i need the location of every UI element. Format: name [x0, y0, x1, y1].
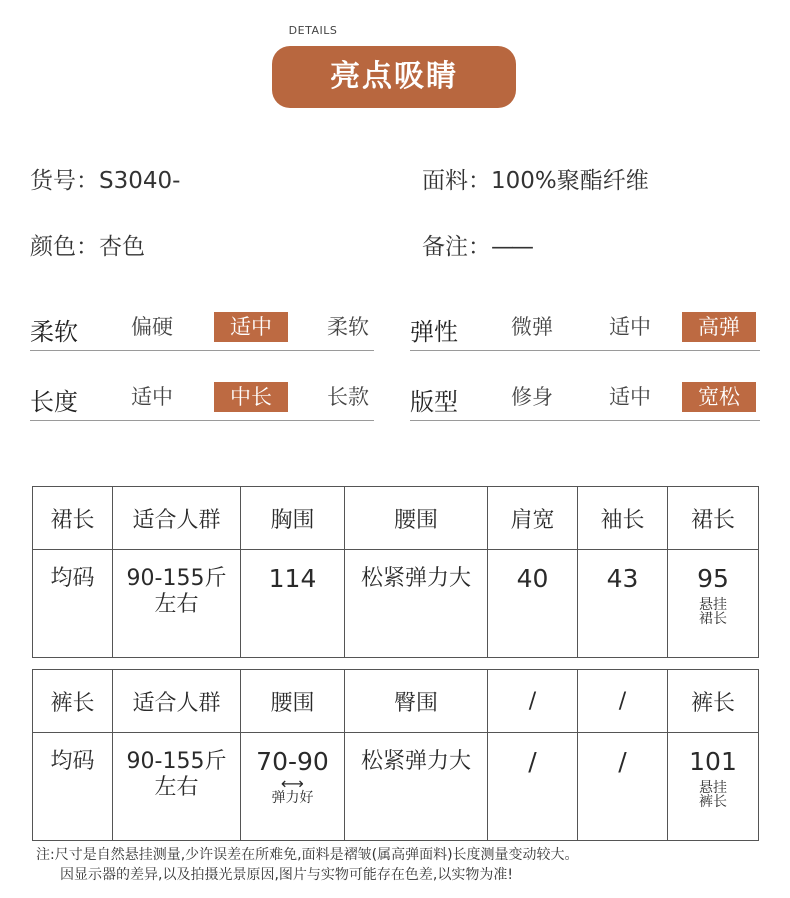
option-softness-medium-selected: 适中 [214, 312, 288, 342]
table-row [33, 733, 759, 841]
header-cell: 裤长 [33, 670, 113, 733]
empty-cell: / [578, 733, 668, 841]
waist-cell: 松紧弹力大 [345, 550, 488, 658]
header-cell: 臀围 [345, 670, 488, 733]
header-cell: 袖长 [578, 487, 668, 550]
option-length-medium: 适中 [131, 385, 173, 409]
length-note: 裤长 [699, 794, 727, 810]
header-cell: 裙长 [33, 487, 113, 550]
fabric-text: 面料：100%聚酯纤维 [422, 168, 649, 194]
size-cell: 均码 [33, 733, 113, 841]
header-cell: 适合人群 [113, 487, 241, 550]
fit-line: 90-155斤 [126, 566, 227, 591]
header-cell: 裤长 [668, 670, 759, 733]
header-cell: 腰围 [241, 670, 345, 733]
length-note: 裙长 [699, 611, 727, 627]
remark-label: 备注： [422, 234, 491, 260]
attr-title-length: 长度 [30, 388, 78, 416]
skirt-size-table [32, 486, 759, 658]
option-elasticity-medium: 适中 [609, 315, 651, 339]
length-cell [668, 733, 759, 841]
remark-value: —— [491, 234, 531, 260]
option-elasticity-slight: 微弹 [511, 315, 553, 339]
color-text: 颜色：杏色 [30, 234, 145, 260]
section-title-banner: 亮点吸睛 [272, 46, 516, 108]
remark-text [422, 228, 531, 261]
divider [410, 350, 760, 351]
details-label: DETAILS [288, 24, 338, 37]
length-note: 悬挂 [699, 597, 727, 613]
note-line-1: 注:尺寸是自然悬挂测量,少许误差在所难免,面料是褶皱(属高弹面料)长度测量变动较大。 [36, 847, 579, 863]
header-cell: / [578, 670, 668, 733]
pants-size-table [32, 669, 759, 841]
divider [410, 420, 760, 421]
fit-line: 90-155斤 [126, 749, 227, 774]
option-elasticity-high-selected: 高弹 [682, 312, 756, 342]
attr-title-fit: 版型 [410, 388, 458, 416]
option-softness-soft: 柔软 [327, 315, 369, 339]
waist-cell [241, 733, 345, 841]
length-cell [668, 550, 759, 658]
option-fit-loose-selected: 宽松 [682, 382, 756, 412]
attr-title-softness: 柔软 [30, 318, 78, 346]
header-cell: 裙长 [668, 487, 759, 550]
sku-text: 货号：S3040- [30, 168, 181, 194]
fit-line: 左右 [154, 592, 199, 617]
empty-cell: / [488, 733, 578, 841]
option-softness-hard: 偏硬 [131, 315, 173, 339]
length-value: 95 [697, 564, 729, 593]
option-fit-slim: 修身 [511, 385, 553, 409]
divider [30, 350, 374, 351]
header-cell: / [488, 670, 578, 733]
option-length-midlong-selected: 中长 [214, 382, 288, 412]
bust-cell: 114 [241, 550, 345, 658]
double-arrow-icon: ⟷ [281, 774, 304, 793]
header-cell: 肩宽 [488, 487, 578, 550]
table-header-row [33, 487, 759, 550]
header-cell: 胸围 [241, 487, 345, 550]
hip-cell: 松紧弹力大 [345, 733, 488, 841]
size-cell: 均码 [33, 550, 113, 658]
length-value: 101 [689, 747, 737, 776]
waist-value: 70-90 [256, 747, 329, 776]
table-header-row [33, 670, 759, 733]
header-cell: 腰围 [345, 487, 488, 550]
sleeve-cell: 43 [578, 550, 668, 658]
fit-line: 左右 [154, 775, 199, 800]
shoulder-cell: 40 [488, 550, 578, 658]
header-cell: 适合人群 [113, 670, 241, 733]
note-line-2: 因显示器的差异,以及拍摄光景原因,图片与实物可能存在色差,以实物为准! [60, 867, 513, 883]
waist-note: 弹力好 [271, 790, 314, 806]
table-row [33, 550, 759, 658]
fit-cell [113, 550, 241, 658]
fit-cell [113, 733, 241, 841]
attr-title-elasticity: 弹性 [410, 318, 458, 346]
divider [30, 420, 374, 421]
option-fit-regular: 适中 [609, 385, 651, 409]
option-length-long: 长款 [327, 385, 369, 409]
length-note: 悬挂 [699, 780, 727, 796]
